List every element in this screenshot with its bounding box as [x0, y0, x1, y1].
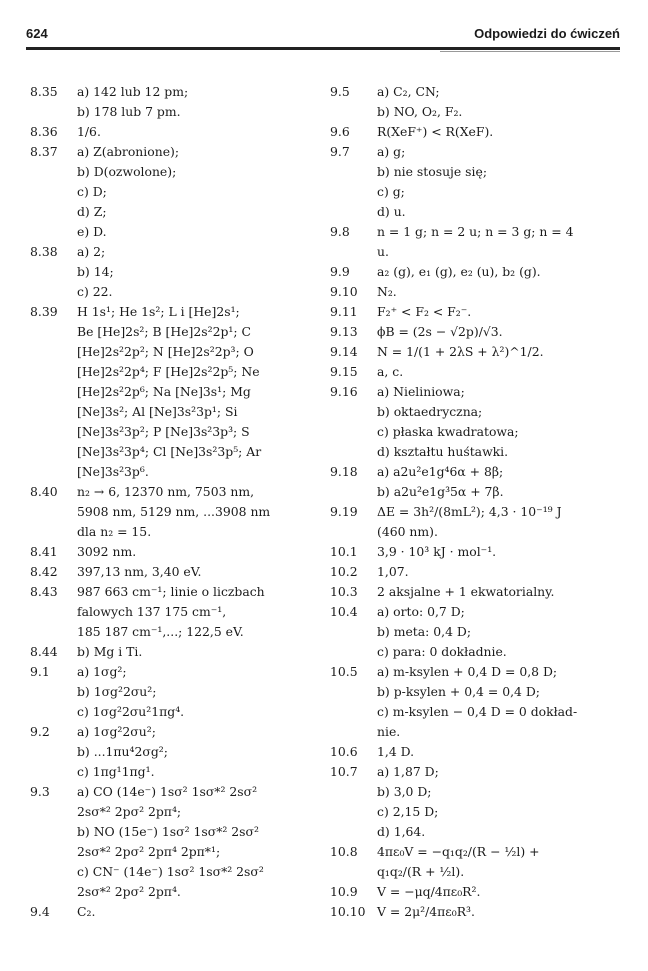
answer-line: a) 142 lub 12 pm; [77, 84, 189, 99]
answer-line: H 1s¹; He 1s²; L i [He]2s¹; [77, 304, 240, 319]
answer-line: 5908 nm, 5129 nm, ...3908 nm [77, 504, 271, 519]
answer-line: c) płaska kwadratowa; [377, 424, 519, 439]
answer-entry [30, 902, 310, 922]
exercise-number: 8.39 [30, 304, 58, 319]
answer-line: b) 3,0 D; [377, 784, 432, 799]
answer-line: ϕB = (2s − √2p)/√3. [377, 324, 503, 339]
answer-line: [He]2s²2p⁴; F [He]2s²2p⁵; Ne [77, 364, 260, 379]
exercise-number: 10.5 [330, 664, 358, 679]
answer-line: b) nie stosuje się; [377, 164, 487, 179]
header-rule-thin [440, 51, 620, 52]
answer-line: c) 2,15 D; [377, 804, 439, 819]
exercise-number: 9.2 [30, 724, 50, 739]
exercise-number: 9.7 [330, 144, 350, 159]
answer-line: b) D(ozwolone); [77, 164, 177, 179]
answer-line: V = 2μ²/4πε₀R³. [377, 904, 475, 919]
answer-line: a) g; [377, 144, 406, 159]
answer-line: nie. [377, 724, 401, 739]
header-rule [26, 47, 620, 50]
answer-line: a, c. [377, 364, 404, 379]
answers-column-right [330, 82, 622, 922]
exercise-number: 9.11 [330, 304, 358, 319]
answer-line: 185 187 cm⁻¹,...; 122,5 eV. [77, 624, 244, 639]
answer-line: a) m-ksylen + 0,4 D = 0,8 D; [377, 664, 558, 679]
running-title: Odpowiedzi do ćwiczeń [474, 26, 620, 41]
answer-entry [330, 842, 622, 882]
exercise-number: 10.1 [330, 544, 358, 559]
exercise-number: 9.14 [330, 344, 358, 359]
answer-entry [330, 762, 622, 842]
exercise-number: 8.35 [30, 84, 58, 99]
answer-line: d) 1,64. [377, 824, 426, 839]
answer-entry [30, 542, 310, 562]
exercise-number: 8.38 [30, 244, 58, 259]
answer-entry [330, 602, 622, 662]
answer-entry [330, 742, 622, 762]
answer-line: [Ne]3s²3p⁴; Cl [Ne]3s²3p⁵; Ar [77, 444, 262, 459]
exercise-number: 8.37 [30, 144, 58, 159]
answer-line: b) p-ksylen + 0,4 = 0,4 D; [377, 684, 540, 699]
answer-entry [330, 382, 622, 462]
answer-line: c) 1σg²2σu²1πg⁴. [77, 704, 185, 719]
answer-entry [330, 542, 622, 562]
exercise-number: 8.43 [30, 584, 58, 599]
exercise-number: 9.8 [330, 224, 350, 239]
answer-line: ΔE = 3h²/(8mL²); 4,3 · 10⁻¹⁹ J [377, 504, 562, 519]
exercise-number: 10.2 [330, 564, 358, 579]
answer-entry [30, 782, 310, 902]
exercise-number: 10.8 [330, 844, 358, 859]
answer-line: 397,13 nm, 3,40 eV. [77, 564, 202, 579]
answer-line: u. [377, 244, 389, 259]
answer-line: Be [He]2s²; B [He]2s²2p¹; C [77, 324, 251, 339]
answer-line: 1,4 D. [377, 744, 415, 759]
answer-line: a) 2; [77, 244, 106, 259]
answer-entry [330, 342, 622, 362]
answer-line: F₂⁺ < F₂ < F₂⁻. [377, 304, 472, 319]
answer-line: b) NO, O₂, F₂. [377, 104, 463, 119]
answer-line: a) orto: 0,7 D; [377, 604, 465, 619]
answer-line: 1,07. [377, 564, 409, 579]
exercise-number: 8.42 [30, 564, 58, 579]
exercise-number: 9.13 [330, 324, 358, 339]
answer-line: c) 1πg¹1πg¹. [77, 764, 155, 779]
answer-line: e) D. [77, 224, 107, 239]
exercise-number: 9.1 [30, 664, 50, 679]
answer-line: [He]2s²2p²; N [He]2s²2p³; O [77, 344, 254, 359]
answer-entry [30, 562, 310, 582]
answer-line: R(XeF⁺) < R(XeF). [377, 124, 494, 139]
answer-line: (460 nm). [377, 524, 438, 539]
exercise-number: 10.10 [330, 904, 366, 919]
answer-entry [330, 502, 622, 542]
answer-line: 2sσ*² 2pσ² 2pπ⁴; [77, 804, 182, 819]
exercise-number: 9.16 [330, 384, 358, 399]
exercise-number: 10.9 [330, 884, 358, 899]
answer-line: [Ne]3s²3p²; P [Ne]3s²3p³; S [77, 424, 250, 439]
answer-line: a) CO (14e⁻) 1sσ² 1sσ*² 2sσ² [77, 784, 258, 799]
answer-entry [30, 142, 310, 242]
answer-entry [330, 562, 622, 582]
answer-entry [30, 582, 310, 642]
answer-line: a) a2u²e1g⁴6α + 8β; [377, 464, 504, 479]
answer-line: b) 14; [77, 264, 114, 279]
answer-line: c) CN⁻ (14e⁻) 1sσ² 1sσ*² 2sσ² [77, 864, 264, 879]
answer-line: a) 1σg²2σu²; [77, 724, 156, 739]
answer-entry [330, 142, 622, 222]
answer-entry [30, 302, 310, 482]
answer-entry [330, 902, 622, 922]
answer-entry [30, 242, 310, 302]
answer-line: a) 1σg²; [77, 664, 127, 679]
exercise-number: 9.4 [30, 904, 50, 919]
answer-line: c) m-ksylen − 0,4 D = 0 dokład- [377, 704, 578, 719]
answer-entry [30, 722, 310, 782]
answer-line: 1/6. [77, 124, 101, 139]
answer-line: 4πε₀V = −q₁q₂/(R − ½l) + [377, 844, 540, 859]
answer-entry [30, 122, 310, 142]
answer-line: b) a2u²e1g³5α + 7β. [377, 484, 504, 499]
answer-line: n = 1 g; n = 2 u; n = 3 g; n = 4 [377, 224, 574, 239]
answer-line: [Ne]3s²3p⁶. [77, 464, 149, 479]
answer-entry [330, 362, 622, 382]
exercise-number: 9.3 [30, 784, 50, 799]
answer-line: [He]2s²2p⁶; Na [Ne]3s¹; Mg [77, 384, 251, 399]
answer-line: dla n₂ = 15. [77, 524, 152, 539]
answer-line: b) 178 lub 7 pm. [77, 104, 181, 119]
answer-entry [30, 662, 310, 722]
exercise-number: 8.40 [30, 484, 58, 499]
answer-line: b) oktaedryczna; [377, 404, 483, 419]
answer-line: c) para: 0 dokładnie. [377, 644, 507, 659]
answer-line: a) Nieliniowa; [377, 384, 465, 399]
answer-line: V = −μq/4πε₀R². [377, 884, 481, 899]
exercise-number: 10.3 [330, 584, 358, 599]
page-header [26, 26, 620, 44]
answer-line: a₂ (g), e₁ (g), e₂ (u), b₂ (g). [377, 264, 541, 279]
exercise-number: 9.6 [330, 124, 350, 139]
answer-line: b) ...1πu⁴2σg²; [77, 744, 168, 759]
answer-line: b) NO (15e⁻) 1sσ² 1sσ*² 2sσ² [77, 824, 259, 839]
answer-line: falowych 137 175 cm⁻¹, [77, 604, 227, 619]
exercise-number: 8.41 [30, 544, 58, 559]
answer-line: c) g; [377, 184, 405, 199]
answer-entry [330, 662, 622, 742]
exercise-number: 10.6 [330, 744, 358, 759]
answer-line: 2sσ*² 2pσ² 2pπ⁴. [77, 884, 181, 899]
answers-column-left [30, 82, 310, 922]
answer-entry [330, 262, 622, 282]
answer-entry [330, 462, 622, 502]
answer-line: c) D; [77, 184, 107, 199]
answer-line: d) kształtu huśtawki. [377, 444, 509, 459]
answer-line: 987 663 cm⁻¹; linie o liczbach [77, 584, 265, 599]
page-number: 624 [26, 26, 48, 41]
answer-line: c) 22. [77, 284, 113, 299]
answer-line: d) Z; [77, 204, 107, 219]
answer-line: d) u. [377, 204, 406, 219]
exercise-number: 8.44 [30, 644, 58, 659]
exercise-number: 10.7 [330, 764, 358, 779]
answer-entry [330, 282, 622, 302]
answer-entry [330, 882, 622, 902]
exercise-number: 9.15 [330, 364, 358, 379]
answer-line: N = 1/(1 + 2λS + λ²)^1/2. [377, 344, 544, 359]
answer-entry [30, 482, 310, 542]
answer-line: 2 aksjalne + 1 ekwatorialny. [377, 584, 555, 599]
answer-entry [330, 322, 622, 342]
exercise-number: 9.9 [330, 264, 350, 279]
answer-line: N₂. [377, 284, 397, 299]
answer-line: b) 1σg²2σu²; [77, 684, 157, 699]
exercise-number: 9.19 [330, 504, 358, 519]
exercise-number: 10.4 [330, 604, 358, 619]
answer-entry [330, 82, 622, 122]
answer-line: [Ne]3s²; Al [Ne]3s²3p¹; Si [77, 404, 238, 419]
exercise-number: 9.5 [330, 84, 350, 99]
answer-line: b) meta: 0,4 D; [377, 624, 472, 639]
answer-line: a) C₂, CN; [377, 84, 440, 99]
exercise-number: 9.10 [330, 284, 358, 299]
answer-line: b) Mg i Ti. [77, 644, 143, 659]
answer-entry [330, 222, 622, 262]
answer-entry [330, 302, 622, 322]
answer-entry [30, 642, 310, 662]
answer-line: q₁q₂/(R + ½l). [377, 864, 465, 879]
answer-line: a) 1,87 D; [377, 764, 439, 779]
answer-line: n₂ → 6, 12370 nm, 7503 nm, [77, 484, 255, 499]
answer-entry [330, 582, 622, 602]
answer-line: 2sσ*² 2pσ² 2pπ⁴ 2pπ*¹; [77, 844, 221, 859]
exercise-number: 9.18 [330, 464, 358, 479]
exercise-number: 8.36 [30, 124, 58, 139]
answer-line: 3,9 · 10³ kJ · mol⁻¹. [377, 544, 497, 559]
answer-line: 3092 nm. [77, 544, 137, 559]
answer-entry [30, 82, 310, 122]
answer-line: C₂. [77, 904, 96, 919]
answer-line: a) Z(abronione); [77, 144, 180, 159]
answer-entry [330, 122, 622, 142]
